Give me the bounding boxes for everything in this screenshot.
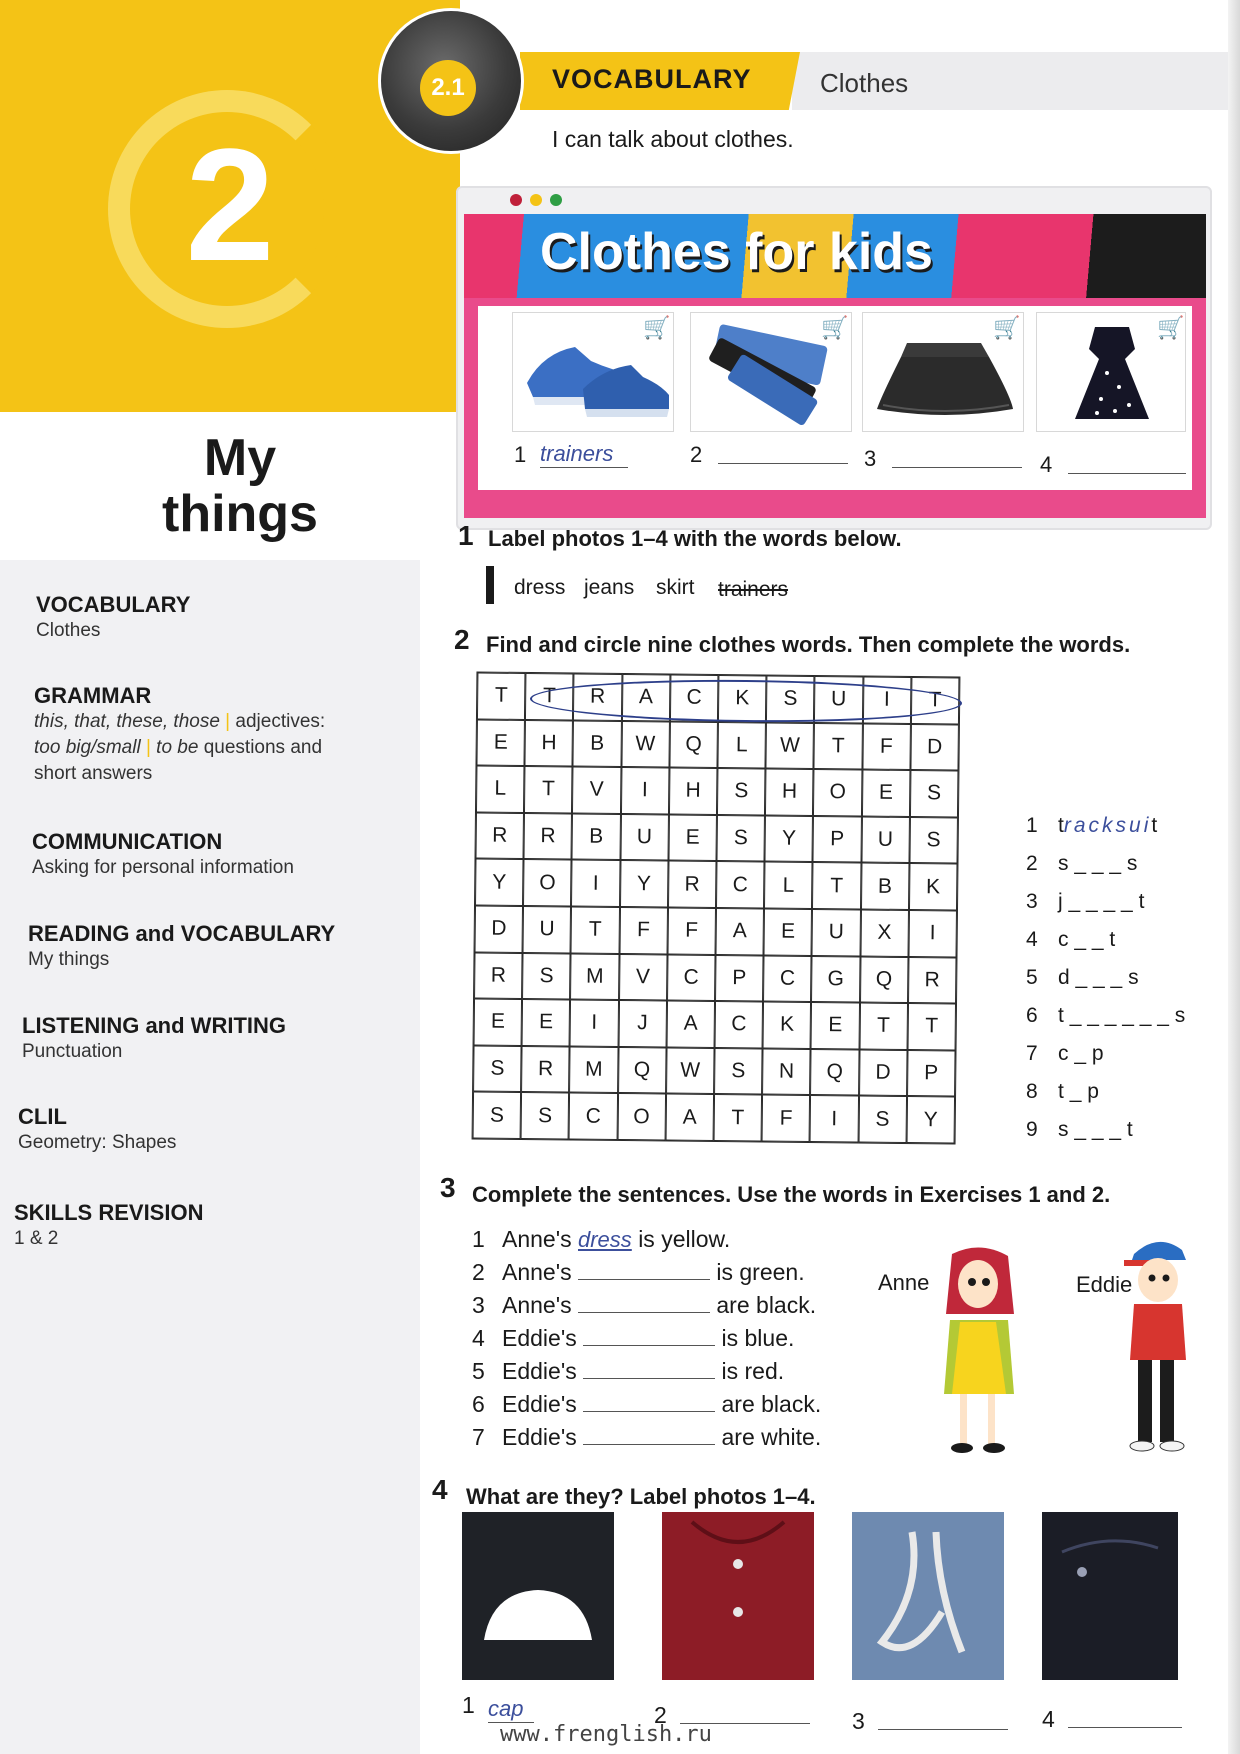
grid-cell[interactable]: N (762, 1048, 811, 1095)
grid-cell[interactable]: P (813, 816, 862, 863)
chapter-number: 2 (185, 115, 275, 294)
grid-cell[interactable]: R (476, 812, 525, 859)
grid-cell[interactable]: E (862, 770, 911, 817)
toc-sub: short answers (34, 763, 153, 784)
grid-cell[interactable]: S (521, 1092, 570, 1139)
sentence-5 (472, 1358, 821, 1391)
can-do-statement: I can talk about clothes. (552, 126, 794, 152)
sentence-rest: is red. (721, 1358, 785, 1384)
grid-cell[interactable]: I (863, 677, 912, 724)
grid-cell[interactable]: S (473, 1045, 522, 1092)
toc-heading: COMMUNICATION (32, 829, 223, 854)
answer-num: 2 (1026, 852, 1038, 875)
grid-cell[interactable]: Q (618, 1047, 667, 1094)
toc-reading[interactable] (28, 921, 335, 973)
grid-cell[interactable]: C (763, 955, 812, 1002)
grid-cell[interactable]: S (717, 768, 766, 815)
grid-cell[interactable]: U (523, 906, 572, 953)
grid-cell[interactable]: C (569, 1093, 618, 1140)
toc-grammar[interactable] (34, 683, 325, 787)
grid-cell[interactable]: M (569, 1046, 618, 1093)
grid-cell[interactable]: M (570, 953, 619, 1000)
grid-cell[interactable]: E (474, 999, 523, 1046)
sentence-blank[interactable] (583, 1425, 715, 1445)
grid-cell[interactable]: H (669, 768, 718, 815)
sentence-answer[interactable]: dress (578, 1227, 632, 1252)
separator: | (225, 711, 231, 732)
grid-cell[interactable]: R (668, 861, 717, 908)
clothes-photo-2 (662, 1512, 814, 1680)
grid-cell[interactable]: E (764, 908, 813, 955)
grid-cell[interactable]: T (907, 1003, 956, 1050)
grid-cell[interactable]: P (907, 1050, 956, 1097)
grid-cell[interactable]: S (910, 770, 959, 817)
answer-start: t (1058, 1004, 1064, 1027)
sentence-subject: Eddie's (502, 1391, 577, 1417)
window-dot-yellow (530, 194, 542, 206)
cart-icon[interactable]: 🛒 (1157, 315, 1185, 340)
sentence-subject: Anne's (502, 1259, 572, 1285)
answer-row-5[interactable] (1026, 966, 1185, 990)
grid-cell[interactable]: A (666, 1001, 715, 1048)
grid-cell[interactable]: W (766, 722, 815, 769)
lesson-number-badge: 2.1 (420, 60, 476, 116)
answer-num: 8 (1026, 1080, 1038, 1103)
toc-sub-tobe: to be (156, 737, 199, 758)
grid-cell[interactable]: R (521, 1046, 570, 1093)
photo-label-num-1: 1 (462, 1692, 475, 1718)
exercise-2-number: 2 (454, 624, 470, 655)
grid-cell[interactable]: P (715, 955, 764, 1002)
grid-cell[interactable]: V (572, 767, 621, 814)
photo-answer-3[interactable] (878, 1710, 1008, 1730)
toc-clil[interactable] (18, 1104, 176, 1156)
answer-hint: _ _ _ (1075, 966, 1123, 989)
grid-cell[interactable]: C (715, 1001, 764, 1048)
answer-end: t (1151, 814, 1158, 837)
character-name-anne: Anne (878, 1270, 930, 1295)
watermark: www.frenglish.ru (500, 1722, 712, 1747)
cart-icon[interactable]: 🛒 (643, 315, 671, 340)
grid-cell[interactable]: G (811, 956, 860, 1003)
chapter-title-line2: things (162, 485, 318, 543)
sentence-rest: is green. (716, 1259, 805, 1285)
chapter-title (110, 430, 370, 542)
grid-cell[interactable]: O (813, 769, 862, 816)
grid-cell[interactable]: I (571, 860, 620, 907)
page-edge-shadow (1228, 0, 1240, 1754)
sentence-list (472, 1226, 821, 1457)
answer-end: t (1138, 890, 1145, 913)
product-answer-4[interactable] (1068, 454, 1186, 474)
toc-vocabulary[interactable] (36, 592, 190, 644)
word-jeans: jeans (584, 576, 635, 599)
toc-sub: My things (28, 949, 110, 970)
sentence-num: 6 (472, 1391, 485, 1417)
answer-hint: racksui (1063, 814, 1152, 837)
answer-num: 1 (1026, 814, 1038, 837)
answer-start: c (1058, 1042, 1069, 1065)
word-search-grid[interactable] (472, 671, 961, 1144)
sentence-7 (472, 1424, 821, 1457)
grid-cell[interactable]: X (860, 909, 909, 956)
grid-cell[interactable]: U (620, 814, 669, 861)
answer-hint: _ _ _ (1074, 852, 1122, 875)
toc-heading: VOCABULARY (36, 592, 191, 617)
product-photo-2 (690, 312, 852, 432)
toc-listening[interactable] (22, 1013, 286, 1065)
product-answer-2[interactable] (718, 444, 848, 464)
toc-sub (34, 709, 325, 735)
cap-image (462, 1512, 614, 1680)
grid-cell[interactable]: F (667, 907, 716, 954)
grid-cell[interactable]: R (908, 957, 957, 1004)
window-dot-red (510, 194, 522, 206)
product-label-num-3: 3 (864, 446, 877, 471)
clothes-photo-4 (1042, 1512, 1178, 1680)
word-answers-list (1026, 814, 1185, 1142)
answer-hint: _ _ _ (1074, 1118, 1122, 1141)
grid-cell[interactable]: D (859, 1049, 908, 1096)
shirt-image (662, 1512, 814, 1680)
grid-cell[interactable]: Q (860, 956, 909, 1003)
answer-row-6[interactable] (1026, 1004, 1185, 1028)
sentence-6 (472, 1391, 821, 1424)
sentence-subject: Eddie's (502, 1424, 577, 1450)
grid-cell[interactable]: L (476, 766, 525, 813)
grid-cell[interactable]: W (666, 1047, 715, 1094)
grid-cell[interactable]: U (812, 909, 861, 956)
sentence-1 (472, 1226, 821, 1259)
grid-cell[interactable]: O (523, 859, 572, 906)
tracksuit-image (852, 1512, 1004, 1680)
grid-cell[interactable]: Q (810, 1049, 859, 1096)
cart-icon[interactable]: 🛒 (993, 315, 1021, 340)
toc-skills-revision[interactable] (14, 1200, 203, 1252)
jeans-pocket-image (1042, 1512, 1178, 1680)
grid-cell[interactable]: H (765, 769, 814, 816)
sentence-blank[interactable] (578, 1293, 710, 1313)
toc-sub-questions: questions and (203, 737, 323, 758)
grid-cell[interactable]: E (522, 999, 571, 1046)
toc-heading: SKILLS REVISION (14, 1200, 204, 1225)
grid-cell[interactable]: E (476, 719, 525, 766)
sentence-subject: Anne's (502, 1226, 572, 1252)
answer-row-2[interactable] (1026, 852, 1185, 876)
sentence-blank[interactable] (578, 1260, 710, 1280)
sentence-2 (472, 1259, 821, 1292)
answer-end: t (1109, 928, 1116, 951)
word-box-marker (486, 566, 494, 604)
grid-cell[interactable]: B (572, 813, 621, 860)
sentence-num: 1 (472, 1226, 485, 1252)
grid-cell[interactable]: Y (620, 860, 669, 907)
grid-cell[interactable]: S (714, 1048, 763, 1095)
photo-answer-2[interactable] (680, 1704, 810, 1724)
grid-cell[interactable]: O (617, 1093, 666, 1140)
grid-cell[interactable]: S (858, 1096, 907, 1143)
grid-cell[interactable]: L (764, 862, 813, 909)
toc-sub-too: too big/small (34, 737, 141, 758)
answer-end: p (1087, 1080, 1099, 1103)
toc-sub (34, 735, 325, 761)
answer-start: t (1058, 814, 1064, 837)
product-photo-4 (1036, 312, 1186, 432)
sentence-num: 5 (472, 1358, 485, 1384)
sentence-4 (472, 1325, 821, 1358)
answer-row-9[interactable] (1026, 1118, 1185, 1142)
grid-cell[interactable]: L (717, 722, 766, 769)
grid-cell[interactable]: T (525, 673, 574, 720)
exercise-1-instruction: Label photos 1–4 with the words below. (488, 526, 902, 551)
answer-num: 6 (1026, 1004, 1038, 1027)
answer-end: t (1126, 1118, 1133, 1141)
sentence-rest: are black. (721, 1391, 822, 1417)
topic-label: Clothes (820, 68, 909, 98)
grid-cell[interactable]: U (861, 816, 910, 863)
shop-title: Clothes for kids (540, 223, 933, 281)
grid-cell[interactable]: I (908, 910, 957, 957)
answer-end: s (1126, 852, 1138, 875)
sentence-rest: is yellow. (638, 1226, 731, 1252)
grid-cell[interactable]: R (524, 813, 573, 860)
grid-cell[interactable]: T (812, 862, 861, 909)
answer-hint: _ _ _ _ _ _ (1069, 1004, 1169, 1027)
toc-sub: Geometry: Shapes (18, 1132, 177, 1153)
anne-illustration (930, 1244, 1030, 1460)
answer-hint: _ (1074, 1042, 1087, 1065)
grid-cell[interactable]: A (665, 1094, 714, 1141)
toc-sub-demonstratives: this, that, these, those (34, 711, 220, 732)
sentence-rest: is blue. (721, 1325, 795, 1351)
grid-cell[interactable]: B (573, 720, 622, 767)
grid-cell[interactable]: F (862, 723, 911, 770)
answer-start: s (1058, 852, 1069, 875)
toc-sub: 1 & 2 (14, 1228, 59, 1249)
answer-start: d (1058, 966, 1070, 989)
grid-cell[interactable]: D (910, 724, 959, 771)
grid-cell[interactable]: I (570, 1000, 619, 1047)
grid-cell[interactable]: J (618, 1000, 667, 1047)
sentence-blank[interactable] (583, 1326, 715, 1346)
grid-cell[interactable]: Y (906, 1096, 955, 1143)
answer-hint: _ _ _ _ (1068, 890, 1133, 913)
answer-start: j (1058, 890, 1063, 913)
grid-cell[interactable]: S (766, 676, 815, 723)
toc-heading: LISTENING and WRITING (22, 1013, 286, 1038)
word-skirt: skirt (656, 576, 695, 599)
grid-cell[interactable]: Q (669, 721, 718, 768)
grid-cell[interactable]: B (861, 863, 910, 910)
sentence-blank[interactable] (583, 1392, 715, 1412)
sentence-num: 7 (472, 1424, 485, 1450)
grid-cell[interactable]: U (814, 676, 863, 723)
grid-cell[interactable]: C (670, 675, 719, 722)
toc-heading: READING and VOCABULARY (28, 921, 336, 946)
sentence-3 (472, 1292, 821, 1325)
answer-num: 3 (1026, 890, 1038, 913)
sentence-num: 3 (472, 1292, 485, 1318)
clothes-photo-1 (462, 1512, 614, 1680)
grid-cell[interactable]: S (716, 815, 765, 862)
grid-cell[interactable]: Y (475, 859, 524, 906)
grid-cell[interactable]: T (714, 1094, 763, 1141)
clothes-photo-3 (852, 1512, 1004, 1680)
grid-cell[interactable]: A (622, 674, 671, 721)
cart-icon[interactable]: 🛒 (821, 315, 849, 340)
exercise-1-number: 1 (458, 520, 474, 551)
grid-cell[interactable]: C (716, 861, 765, 908)
product-label-num-4: 4 (1040, 452, 1053, 477)
answer-num: 5 (1026, 966, 1038, 989)
product-answer-1[interactable]: trainers (540, 441, 628, 468)
section-label: VOCABULARY (552, 64, 752, 94)
word-dress: dress (514, 576, 566, 599)
grid-cell[interactable]: T (524, 766, 573, 813)
toc-heading: GRAMMAR (34, 683, 152, 708)
toc-sub: Asking for personal information (32, 857, 294, 878)
toc-communication[interactable] (32, 829, 294, 881)
grid-cell[interactable]: Y (765, 815, 814, 862)
grid-cell[interactable]: E (668, 814, 717, 861)
grid-cell[interactable]: R (474, 952, 523, 999)
answer-row-8[interactable] (1026, 1080, 1185, 1104)
answer-num: 4 (1026, 928, 1038, 951)
toc-sub: Clothes (36, 620, 101, 641)
separator: | (145, 737, 151, 758)
grid-cell[interactable]: F (619, 907, 668, 954)
chapter-title-line1: My (203, 429, 277, 487)
sentence-rest: are black. (716, 1292, 817, 1318)
answer-hint: _ (1069, 1080, 1082, 1103)
answer-start: c (1058, 928, 1069, 951)
grid-cell[interactable]: A (716, 908, 765, 955)
grid-cell[interactable]: W (621, 721, 670, 768)
photo-label-num-4: 4 (1042, 1706, 1055, 1732)
word-trainers: trainers (718, 578, 789, 601)
sentence-subject: Anne's (502, 1292, 572, 1318)
product-label-num-2: 2 (690, 442, 703, 467)
answer-start: s (1058, 1118, 1069, 1141)
toc-sub: Punctuation (22, 1041, 123, 1062)
exercise-4-instruction: What are they? Label photos 1–4. (466, 1484, 816, 1509)
toc-heading: CLIL (18, 1104, 67, 1129)
grid-cell[interactable]: K (763, 1002, 812, 1049)
sentence-blank[interactable] (583, 1359, 715, 1379)
answer-start: t (1058, 1080, 1064, 1103)
sentence-subject: Eddie's (502, 1358, 577, 1384)
character-name-eddie: Eddie (1076, 1272, 1133, 1297)
grid-cell[interactable]: T (859, 1003, 908, 1050)
photo-answer-4[interactable] (1068, 1708, 1182, 1728)
photo-label-num-2: 2 (654, 1702, 667, 1728)
grid-cell[interactable]: D (475, 905, 524, 952)
photo-label-num-3: 3 (852, 1708, 865, 1734)
grid-cell[interactable]: R (573, 673, 622, 720)
grid-cell[interactable]: T (477, 672, 526, 719)
sentence-rest: are white. (721, 1424, 822, 1450)
sentence-num: 4 (472, 1325, 485, 1351)
product-photo-3 (862, 312, 1024, 432)
sentence-subject: Eddie's (502, 1325, 577, 1351)
answer-row-7[interactable] (1026, 1042, 1185, 1066)
grid-cell[interactable]: I (621, 767, 670, 814)
exercise-4-number: 4 (432, 1474, 448, 1505)
grid-cell[interactable]: K (718, 675, 767, 722)
sentence-num: 2 (472, 1259, 485, 1285)
grid-cell[interactable]: I (810, 1095, 859, 1142)
answer-hint: _ _ (1074, 928, 1104, 951)
grid-cell[interactable]: V (619, 954, 668, 1001)
answer-end: p (1091, 1042, 1104, 1065)
answer-num: 9 (1026, 1118, 1038, 1141)
grid-cell[interactable]: E (811, 1002, 860, 1049)
grid-cell[interactable]: F (762, 1095, 811, 1142)
toc-sub-adjectives: adjectives: (235, 711, 326, 732)
answer-num: 7 (1026, 1042, 1038, 1065)
grid-cell[interactable]: K (909, 863, 958, 910)
grid-cell[interactable]: T (814, 723, 863, 770)
exercise-3-instruction: Complete the sentences. Use the words in Exercises 1 and 2. (472, 1182, 1111, 1207)
answer-row-3[interactable] (1026, 890, 1185, 914)
product-label-num-1: 1 (514, 442, 527, 467)
answer-end: s (1174, 1004, 1186, 1027)
grid-cell[interactable]: C (667, 954, 716, 1001)
window-dot-green (550, 194, 562, 206)
photo-answer-1[interactable]: cap (488, 1696, 534, 1723)
grid-cell[interactable]: T (911, 677, 960, 724)
answer-row-4[interactable] (1026, 928, 1185, 952)
exercise-3-number: 3 (440, 1172, 456, 1203)
grid-cell[interactable]: S (473, 1092, 522, 1139)
product-answer-3[interactable] (892, 448, 1022, 468)
exercise-2-instruction: Find and circle nine clothes words. Then complete the words. (486, 632, 1131, 657)
answer-end: s (1128, 966, 1139, 989)
grid-cell[interactable]: T (571, 906, 620, 953)
product-photo-1 (512, 312, 674, 432)
eddie-illustration (1120, 1232, 1196, 1460)
grid-cell[interactable]: S (522, 953, 571, 1000)
grid-cell[interactable]: H (525, 720, 574, 767)
grid-cell[interactable]: S (909, 817, 958, 864)
answer-row-1[interactable] (1026, 814, 1185, 838)
